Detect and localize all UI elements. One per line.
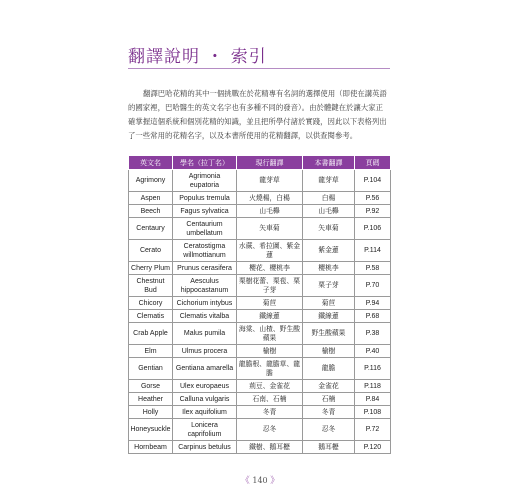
current-translation-cell: 榆樹 <box>237 345 303 358</box>
page-number-cell: P.114 <box>355 240 391 262</box>
folio-number: 140 <box>252 476 268 485</box>
current-translation-cell: 菊苣 <box>237 297 303 310</box>
english-name-cell: Crab Apple <box>129 323 173 345</box>
page-number-cell: P.72 <box>355 419 391 441</box>
latin-name-cell: Malus pumila <box>173 323 237 345</box>
folio-right-mark: 》 <box>270 476 280 486</box>
table-row <box>129 380 391 393</box>
book-translation-cell: 榆樹 <box>303 345 355 358</box>
latin-name-cell: Clematis vitalba <box>173 310 237 323</box>
english-name-cell: Chicory <box>129 297 173 310</box>
latin-name-cell: Prunus cerasifera <box>173 262 237 275</box>
english-name-cell: Holly <box>129 406 173 419</box>
book-translation-cell: 紫金蓮 <box>303 240 355 262</box>
english-name-cell: Gentian <box>129 358 173 380</box>
folio-left-mark: 《 <box>240 476 250 486</box>
book-translation-cell: 櫻桃李 <box>303 262 355 275</box>
page-number-cell: P.118 <box>355 380 391 393</box>
book-translation-cell: 冬青 <box>303 406 355 419</box>
page-number-cell: P.84 <box>355 393 391 406</box>
title-rule <box>128 68 390 69</box>
current-translation-cell: 矢車菊 <box>237 218 303 240</box>
table-row <box>129 275 391 297</box>
latin-name-cell: Ulex europaeus <box>173 380 237 393</box>
table-row <box>129 358 391 380</box>
english-name-cell: Beech <box>129 205 173 218</box>
table-row <box>129 310 391 323</box>
table-row <box>129 441 391 454</box>
latin-name-cell: Populus tremula <box>173 192 237 205</box>
book-translation-cell: 菊苣 <box>303 297 355 310</box>
current-translation-cell: 水蕨、希拉圖、紫金蓮 <box>237 240 303 262</box>
table-header-row <box>129 156 391 170</box>
english-name-cell: Elm <box>129 345 173 358</box>
book-translation-cell: 龍膽 <box>303 358 355 380</box>
book-translation-cell: 鐵線蓮 <box>303 310 355 323</box>
table-row <box>129 419 391 441</box>
current-translation-cell: 鐵樹、鵝耳櫪 <box>237 441 303 454</box>
latin-name-cell: Ilex aquifolium <box>173 406 237 419</box>
english-name-cell: Aspen <box>129 192 173 205</box>
latin-name-cell: Calluna vulgaris <box>173 393 237 406</box>
header-latin-name: 學名（拉丁名） <box>173 156 237 170</box>
english-name-cell: Centaury <box>129 218 173 240</box>
table-row <box>129 192 391 205</box>
current-translation-cell: 栗樹花蕾、栗苞、栗子芽 <box>237 275 303 297</box>
table-row <box>129 406 391 419</box>
book-translation-cell: 山毛櫸 <box>303 205 355 218</box>
page-number-cell: P.38 <box>355 323 391 345</box>
page-number-cell: P.106 <box>355 218 391 240</box>
table-row <box>129 297 391 310</box>
latin-name-cell: Gentiana amarella <box>173 358 237 380</box>
current-translation-cell: 龍膽根、龍膽草、龍膽 <box>237 358 303 380</box>
page-number-cell: P.58 <box>355 262 391 275</box>
current-translation-cell: 火燒楊，白楊 <box>237 192 303 205</box>
table-row <box>129 205 391 218</box>
book-translation-cell: 金雀花 <box>303 380 355 393</box>
book-translation-cell: 栗子芽 <box>303 275 355 297</box>
latin-name-cell: Carpinus betulus <box>173 441 237 454</box>
current-translation-cell: 龍芽草 <box>237 170 303 192</box>
page-number-cell: P.94 <box>355 297 391 310</box>
english-name-cell: Hornbeam <box>129 441 173 454</box>
page-title: 翻譯說明 ・ 索引 <box>128 47 267 67</box>
english-name-cell: Agrimony <box>129 170 173 192</box>
current-translation-cell: 海棠、山楂、野生酸蘋果 <box>237 323 303 345</box>
english-name-cell: Cerato <box>129 240 173 262</box>
book-translation-cell: 龍芽草 <box>303 170 355 192</box>
flower-index-table <box>128 155 391 454</box>
table-row <box>129 240 391 262</box>
english-name-cell: Cherry Plum <box>129 262 173 275</box>
table-row <box>129 345 391 358</box>
page-number-cell: P.68 <box>355 310 391 323</box>
page-number-cell: P.92 <box>355 205 391 218</box>
english-name-cell: Gorse <box>129 380 173 393</box>
latin-name-cell: Centaurium umbellatum <box>173 218 237 240</box>
current-translation-cell: 山毛櫸 <box>237 205 303 218</box>
table-row <box>129 218 391 240</box>
table-row <box>129 170 391 192</box>
english-name-cell: Honeysuckle <box>129 419 173 441</box>
table-row <box>129 393 391 406</box>
current-translation-cell: 忍冬 <box>237 419 303 441</box>
current-translation-cell: 冬青 <box>237 406 303 419</box>
current-translation-cell: 鐵線蓮 <box>237 310 303 323</box>
latin-name-cell: Ulmus procera <box>173 345 237 358</box>
latin-name-cell: Aesculus hippocastanum <box>173 275 237 297</box>
header-book-translation: 本書翻譯 <box>303 156 355 170</box>
current-translation-cell: 荊豆、金雀花 <box>237 380 303 393</box>
book-translation-cell: 石楠 <box>303 393 355 406</box>
english-name-cell: Clematis <box>129 310 173 323</box>
page-number-cell: P.108 <box>355 406 391 419</box>
page-number-cell: P.120 <box>355 441 391 454</box>
page-number-cell: P.56 <box>355 192 391 205</box>
book-translation-cell: 鵝耳櫪 <box>303 441 355 454</box>
latin-name-cell: Fagus sylvatica <box>173 205 237 218</box>
current-translation-cell: 石南、石楠 <box>237 393 303 406</box>
english-name-cell: Chestnut Bud <box>129 275 173 297</box>
table-row <box>129 323 391 345</box>
latin-name-cell: Ceratostigma willmottianum <box>173 240 237 262</box>
header-english-name: 英文名 <box>129 156 173 170</box>
latin-name-cell: Cichorium intybus <box>173 297 237 310</box>
english-name-cell: Heather <box>129 393 173 406</box>
page-number-cell: P.70 <box>355 275 391 297</box>
book-translation-cell: 忍冬 <box>303 419 355 441</box>
intro-paragraph: 翻譯巴哈花精的其中一個挑戰在於花精專有名詞的選擇使用（即使在講英語的國家裡，巴哈醫生的英文名字也有多種不同的發音）。由於體鍵在於讓大家正確掌握這個系統和個別花精的知識，並且把所學付諸於實踐，因此以下表格列出了一些常用的花精名字，以及本書所使用的花精翻譯，以供查閱參考。 <box>128 89 387 141</box>
table-row <box>129 262 391 275</box>
book-translation-cell: 矢車菊 <box>303 218 355 240</box>
current-translation-cell: 櫻花、櫻桃李 <box>237 262 303 275</box>
latin-name-cell: Agrimonia eupatoria <box>173 170 237 192</box>
header-current-translation: 現行翻譯 <box>237 156 303 170</box>
page-number-cell: P.116 <box>355 358 391 380</box>
latin-name-cell: Lonicera caprifolium <box>173 419 237 441</box>
book-translation-cell: 白楊 <box>303 192 355 205</box>
book-translation-cell: 野生酸蘋果 <box>303 323 355 345</box>
header-page-number: 頁碼 <box>355 156 391 170</box>
page-number-cell: P.104 <box>355 170 391 192</box>
page-number <box>0 473 520 486</box>
page-number-cell: P.40 <box>355 345 391 358</box>
